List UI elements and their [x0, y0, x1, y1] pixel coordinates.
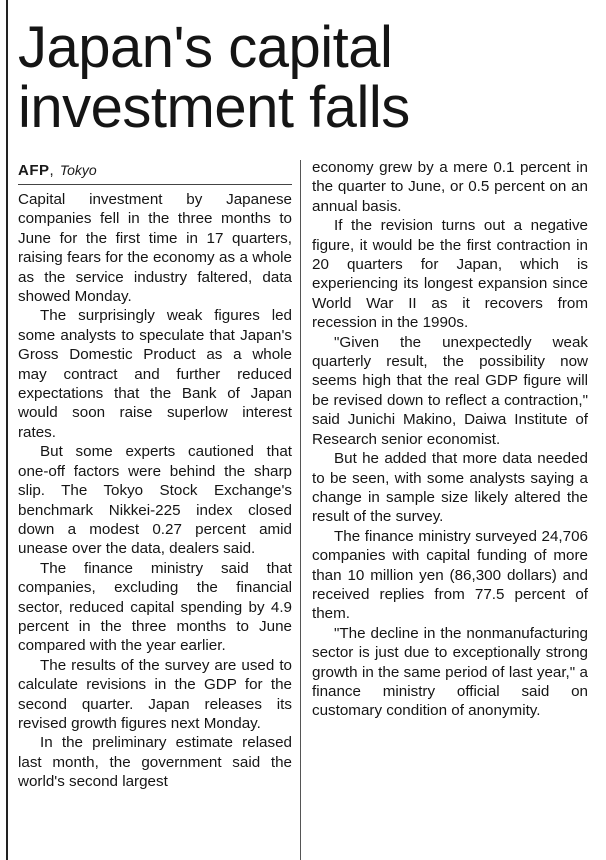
paragraph: The results of the survey are used to calculate revisions in the GDP for the second quarter. Japan releases its revised growth figures next Monday. [18, 656, 292, 732]
article-column-2 [312, 158, 588, 721]
paragraph: economy grew by a mere 0.1 percent in the quarter to June, or 0.5 percent on an annual basis. [312, 159, 588, 215]
paragraph: But he added that more data needed to be seen, with some analysts saying a change in sample size likely altered the result of the survey. [312, 450, 588, 526]
byline: AFP, Tokyo [18, 162, 97, 179]
paragraph: The finance ministry said that companies, excluding the financial sector, reduced capital spending by 4.9 percent in the three months to June compared with the year earlier. [18, 559, 292, 655]
headline: Japan's capital investment falls [18, 15, 410, 140]
byline-divider [18, 184, 292, 185]
paragraph: "The decline in the nonmanufacturing sector is just due to exceptionally strong growth in the same period of last year," a finance ministry official said on customary condition of anonymity. [312, 624, 588, 720]
paragraph: Capital investment by Japanese companies fell in the three months to June for the first time in 17 quarters, raising fears for the economy as a whole as the service industry faltered, data showed Monday. [18, 191, 292, 306]
article-column-1 [18, 190, 292, 792]
paragraph: In the preliminary estimate relased last month, the government said the world's second largest [18, 734, 292, 791]
byline-city: Tokyo [59, 162, 97, 178]
paragraph: The surprisingly weak figures led some analysts to speculate that Japan's Gross Domestic Product as a whole may contract and further reduced expectations that the Bank of Japan would soon raise superlow interest rates. [18, 307, 292, 441]
paragraph: If the revision turns out a negative figure, it would be the first contraction in 20 quarters for Japan, which is experiencing its longest expansion since World War II as it recovers from recession in the 1990s. [312, 217, 588, 332]
paragraph: "Given the unexpectedly weak quarterly result, the possibility now seems high that the real GDP figure will be revised down to reflect a contraction," said Junichi Makino, Daiwa Institute of Research senior economist. [312, 333, 588, 448]
page-edge-rule [6, 0, 8, 860]
column-divider [300, 160, 301, 860]
paragraph: But some experts cautioned that one-off factors were behind the sharp slip. The Tokyo Stock Exchange's benchmark Nikkei-225 index closed down a modest 0.27 percent amid unease over the data, dealers said. [18, 443, 292, 558]
byline-agency: AFP [18, 162, 50, 179]
paragraph: The finance ministry surveyed 24,706 companies with capital funding of more than 10 million yen (86,300 dollars) and received replies from 77.5 percent of them. [312, 527, 588, 623]
